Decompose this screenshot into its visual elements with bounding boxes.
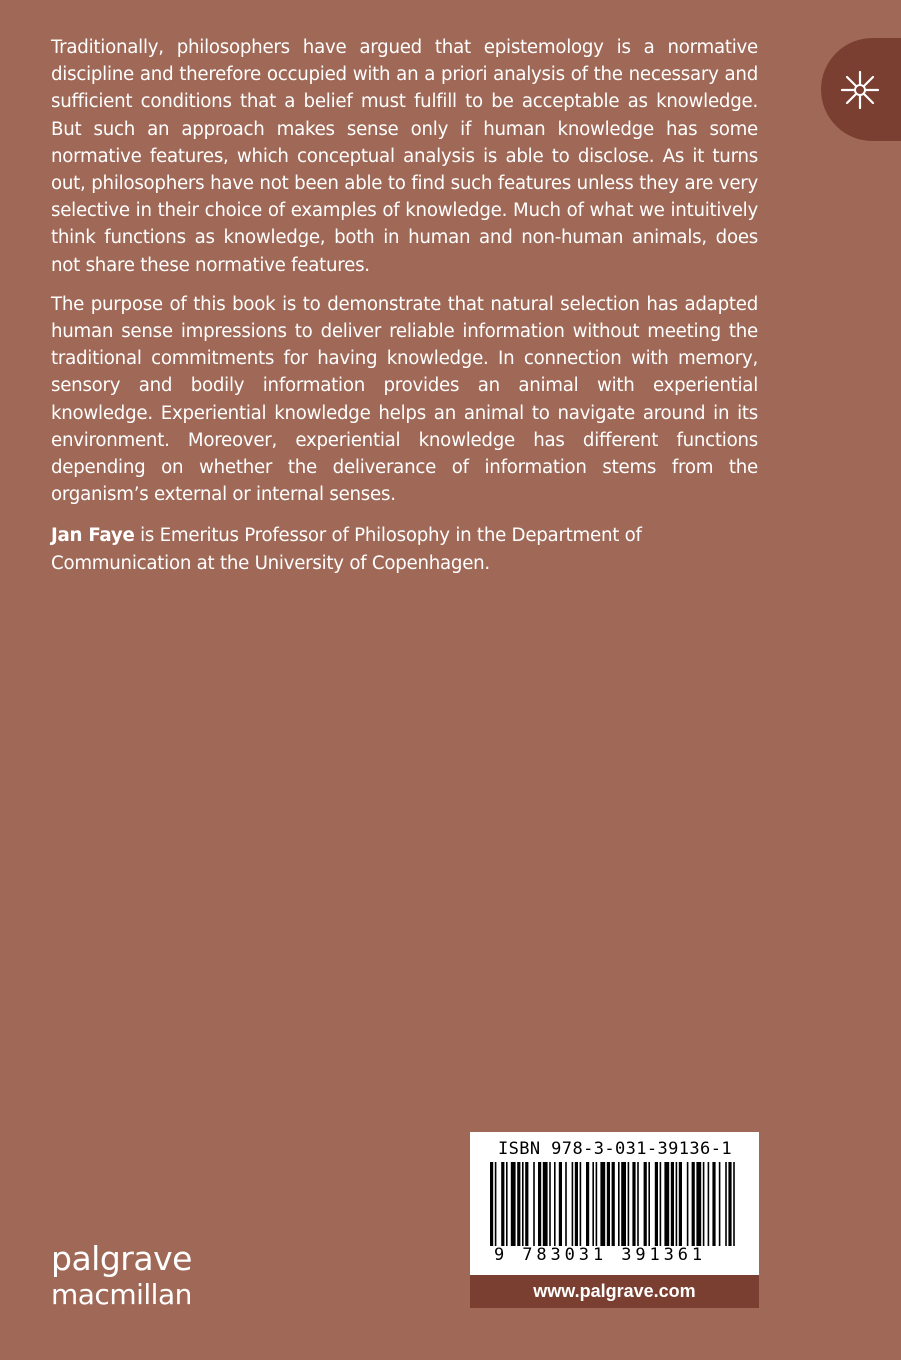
author-note: [51, 522, 758, 576]
barcode-bar: [679, 1162, 682, 1246]
barcode-bar: [600, 1162, 605, 1246]
barcode-bar: [725, 1162, 727, 1246]
barcode-bar: [696, 1162, 701, 1246]
barcode-bar: [648, 1162, 650, 1246]
barcode-bar: [712, 1162, 715, 1246]
publisher-wordmark: [51, 1241, 192, 1313]
author-name: Jan Faye: [51, 525, 135, 547]
barcode-bar: [517, 1162, 520, 1246]
barcode-bar: [644, 1162, 647, 1246]
barcode-bar: [592, 1162, 594, 1246]
barcode-bar: [580, 1162, 582, 1246]
back-cover-blurb: [51, 34, 758, 589]
barcode-bar: [575, 1162, 578, 1246]
barcode-bar: [628, 1162, 630, 1246]
barcode-bar: [525, 1162, 528, 1246]
barcode-bar: [692, 1162, 695, 1246]
barcode-bar: [522, 1162, 524, 1246]
isbn-label: ISBN 978-3-031-39136-1: [498, 1139, 732, 1159]
barcode-bar: [506, 1162, 508, 1246]
barcode-bar: [676, 1162, 678, 1246]
barcode-bar: [501, 1162, 504, 1246]
barcode-bar: [728, 1162, 731, 1246]
barcode-bar: [612, 1162, 615, 1246]
barcode-bar: [632, 1162, 635, 1246]
barcode-bar: [708, 1162, 710, 1246]
barcode-bar: [533, 1162, 535, 1246]
barcode-bar: [687, 1162, 689, 1246]
barcode-bar: [671, 1162, 674, 1246]
publisher-line-2: macmillan: [51, 1278, 192, 1311]
barcode-bar: [495, 1162, 497, 1246]
barcode-bar: [511, 1162, 516, 1246]
barcode-bar: [664, 1162, 669, 1246]
barcode-bar: [719, 1162, 721, 1246]
barcode-bar: [490, 1162, 493, 1246]
palgrave-logo-icon: [839, 69, 881, 111]
barcode-graphic: [490, 1162, 739, 1246]
barcode-bar: [543, 1162, 548, 1246]
barcode-digits: 9 783031 391361: [494, 1245, 707, 1265]
barcode-bar: [621, 1162, 626, 1246]
barcode-bar: [538, 1162, 541, 1246]
blurb-paragraph-2: The purpose of this book is to demonstrate that natural selection has adapted human sense impressions to deliver reliable information without meeting the traditional commitments for having knowledge. In connection with memory, sensory and bodily information provides an animal with experiential knowledge. Experiential knowledge helps an animal to navigate around in its environment. Moreover, experiential knowledge has different functions depending on whether the deliverance of information stems from the organism’s external or internal senses.: [51, 293, 758, 506]
barcode-bar: [554, 1162, 556, 1246]
barcode-bar: [596, 1162, 598, 1246]
barcode-bar: [637, 1162, 639, 1246]
barcode-bar: [549, 1162, 551, 1246]
barcode-bar: [559, 1162, 562, 1246]
barcode-bar: [703, 1162, 705, 1246]
barcode-bar: [572, 1162, 574, 1246]
barcode-bar: [660, 1162, 662, 1246]
publisher-logo-tab: [821, 38, 901, 141]
barcode-bar: [565, 1162, 567, 1246]
barcode-bar: [655, 1162, 658, 1246]
barcode-bar: [618, 1162, 620, 1246]
blurb-paragraph-1: Traditionally, philosophers have argued that epistemology is a normative discipline and therefore occupied with an a priori analysis of the necessary and sufficient conditions that a belief must fulfill to be acceptable as knowledge. But such an approach makes sense only if human knowledge has some normative features, which conceptual analysis is able to disclose. As it turns out, philosophers have not been able to find such features unless they are very selective in their choice of examples of knowledge. Much of what we intuitively think functions as knowledge, both in human and non-human animals, does not share these normative features.: [51, 37, 758, 276]
barcode-bar: [586, 1162, 589, 1246]
author-bio: is Emeritus Professor of Philosophy in the Department of Communication at the University of Copenhagen.: [51, 525, 642, 574]
publisher-url: www.palgrave.com: [470, 1275, 759, 1308]
barcode-bar: [733, 1162, 735, 1246]
publisher-line-1: palgrave: [51, 1239, 192, 1278]
isbn-barcode-box: [470, 1132, 759, 1275]
barcode-bar: [607, 1162, 610, 1246]
